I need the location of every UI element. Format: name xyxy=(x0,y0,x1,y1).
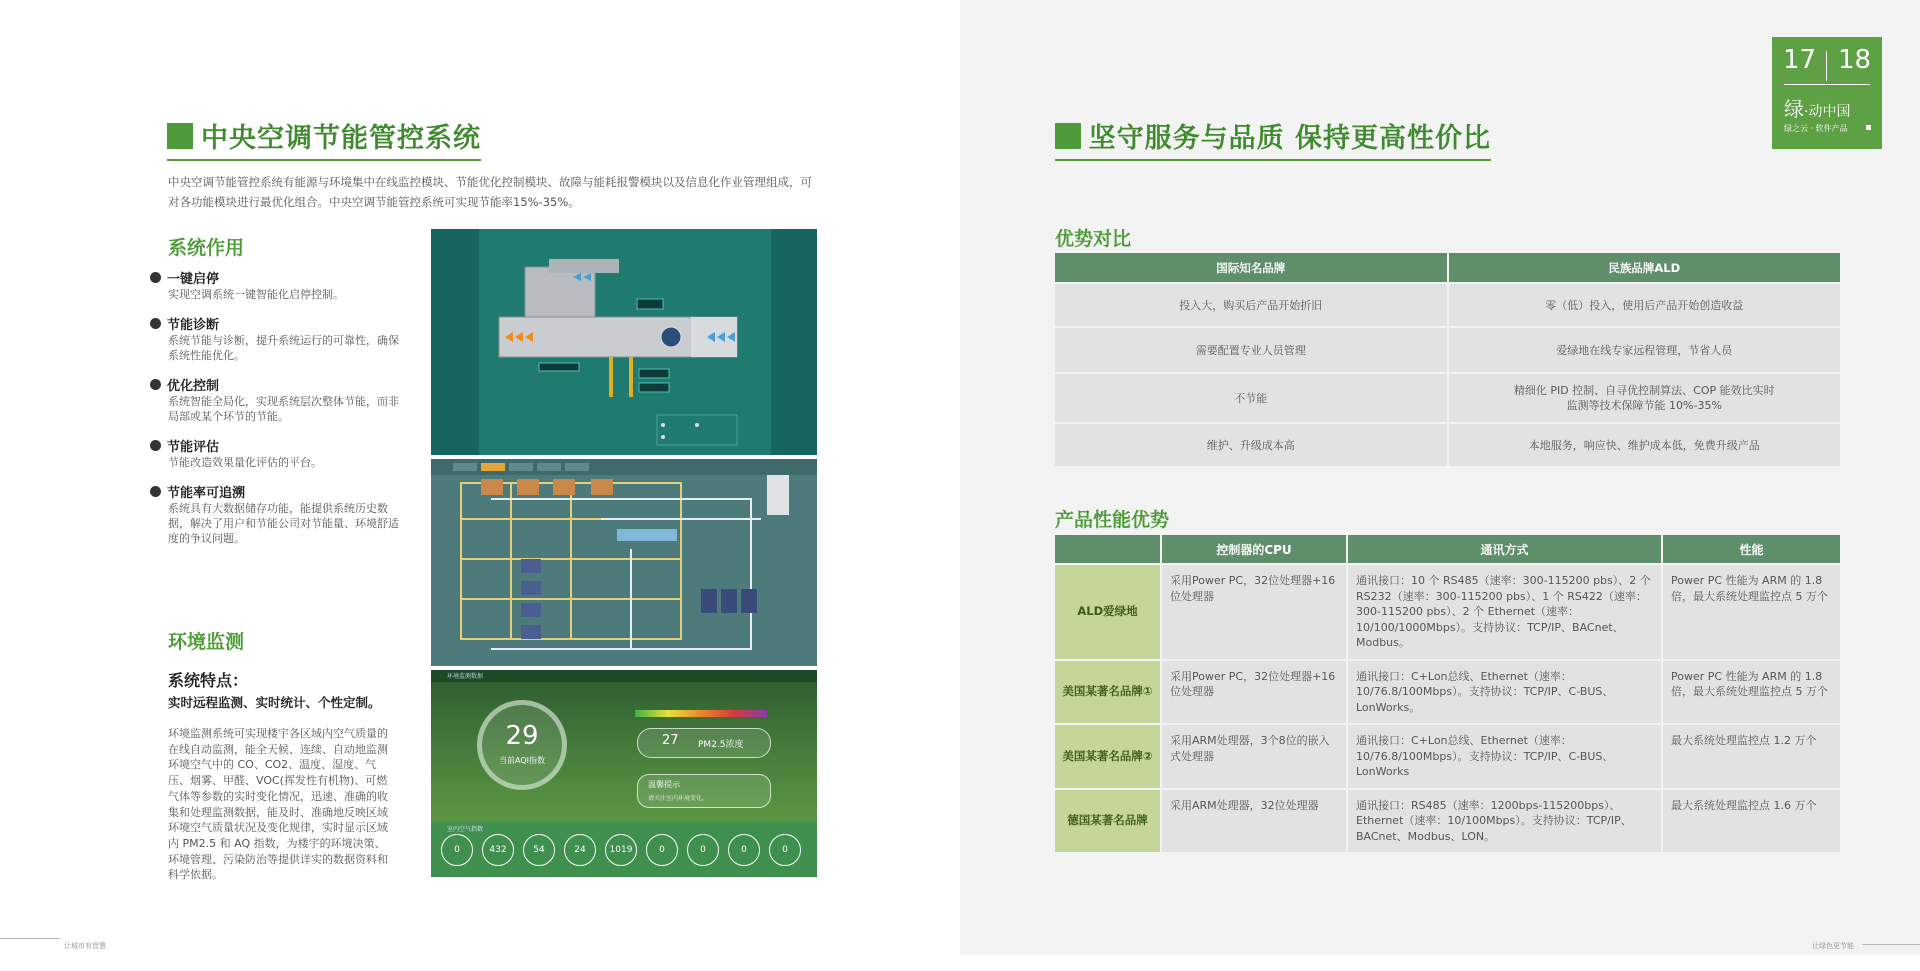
chiller-plant-screenshot xyxy=(431,459,817,666)
function-list xyxy=(150,268,400,558)
list-item xyxy=(150,482,400,546)
brand-text: ·动中国 xyxy=(1804,104,1851,120)
compare-header-cell: 民族品牌ALD xyxy=(1449,253,1841,282)
table-row xyxy=(1055,328,1840,372)
compare-header-cell: 国际知名品牌 xyxy=(1055,253,1447,282)
functions-heading: 系统作用 xyxy=(168,237,245,259)
footer-left-text: 让城市有智慧 xyxy=(64,942,106,950)
readings-label: 室内空气指数 xyxy=(447,826,484,833)
intro-paragraph: 中央空调节能管控系统有能源与环境集中在线监控模块、节能优化控制模块、故障与能耗报警模块以及信息化作业管理组成，可对各功能模块进行最优化组合。中央空调节能管控系统可实现节能率15%-35%。 xyxy=(168,175,812,209)
compare-table xyxy=(1053,251,1842,468)
env-description: 环境监测系统可实现楼宇各区域内空气质量的在线自动监测，能全天候、连续、自动地监测环境空气中的 CO、CO2、温度、湿度、气压、烟雾、甲醛、VOC(挥发性有机物)、可燃气体等参数的实时变化情况，迅速、准确的收集和处理监测数据，能及时、准确地反映区域环境空气质量状况及变化规律，实时显示区域内 PM2.5 和 AQ 指数，为楼宇的环境决策、环境管理、污染防治等提供详实的数据资料和科学依据。 xyxy=(168,727,388,882)
table-row xyxy=(1055,424,1840,466)
reading-circle: 432 xyxy=(482,834,514,866)
bullet-icon xyxy=(150,272,161,283)
pm25-card xyxy=(637,728,771,758)
alert-card xyxy=(637,774,771,808)
page-number-left: 17 xyxy=(1782,44,1817,75)
table-cell: 本地服务，响应快、维护成本低，免费升级产品 xyxy=(1449,424,1841,466)
footer-rule xyxy=(1862,944,1920,945)
feature-subtitle: 实时远程监测、实时统计、个性定制。 xyxy=(168,695,381,710)
reading-circle: 0 xyxy=(769,834,801,866)
environment-screenshot xyxy=(431,670,817,877)
alert-title: 温馨提示 xyxy=(648,780,680,789)
function-desc: 节能改造效果量化评估的平台。 xyxy=(168,456,322,469)
table-cell: 不节能 xyxy=(1055,374,1447,422)
function-title: 优化控制 xyxy=(167,379,220,394)
function-desc: 系统节能与诊断，提升系统运行的可靠性，确保系统性能优化。 xyxy=(168,334,399,362)
alert-text: 请关注室内环境变化。 xyxy=(648,795,709,802)
table-row xyxy=(1055,725,1840,788)
function-title: 节能诊断 xyxy=(167,318,220,333)
list-item xyxy=(150,375,400,424)
function-title: 一键启停 xyxy=(167,272,220,287)
badge-brand xyxy=(1784,93,1850,122)
screen3-header-bar xyxy=(431,670,817,682)
page-number-right: 18 xyxy=(1837,44,1872,75)
bullet-icon xyxy=(150,440,161,451)
reading-circle: 0 xyxy=(728,834,760,866)
brand-cell: 美国某著名品牌① xyxy=(1055,661,1160,724)
bullet-icon xyxy=(150,318,161,329)
table-row xyxy=(1055,565,1840,659)
badge-divider xyxy=(1826,51,1827,81)
hvac-screenshot xyxy=(431,229,817,455)
left-title-text: 中央空调节能管控系统 xyxy=(201,123,481,154)
table-cell: Power PC 性能为 ARM 的 1.8 倍，最大系统处理监控点 5 万个 xyxy=(1663,565,1840,659)
table-row xyxy=(1055,284,1840,326)
table-cell: 最大系统处理监控点 1.2 万个 xyxy=(1663,725,1840,788)
title-square-icon xyxy=(1055,123,1081,149)
reading-circle: 1019 xyxy=(605,834,637,866)
table-cell: 精细化 PID 控制、自寻优控制算法、COP 能效比实时监测等技术保障节能 10%-35% xyxy=(1449,374,1841,422)
badge-rule xyxy=(1784,84,1870,85)
table-cell: 维护、升级成本高 xyxy=(1055,424,1447,466)
table-row xyxy=(1055,661,1840,724)
table-cell: 零（低）投入，使用后产品开始创造收益 xyxy=(1449,284,1841,326)
table-cell: 通讯接口：C+Lon总线、Ethernet（速率：10/76.8/100Mbps）。支持协议：TCP/IP、C-BUS、LonWorks xyxy=(1348,725,1661,788)
title-square-icon xyxy=(167,123,193,149)
aqi-scale-bar xyxy=(635,710,767,717)
pm25-value: 27 xyxy=(662,733,679,748)
brand-glyph: 绿 xyxy=(1784,97,1804,121)
table-cell: 通讯接口：RS485（速率：1200bps-115200bps）、Ethernet（速率：10/100Mbps）。支持协议：TCP/IP、BACnet、Modbus、LON。 xyxy=(1348,790,1661,853)
hvac-panel xyxy=(479,229,771,455)
perf-header-cell xyxy=(1055,535,1160,563)
list-item xyxy=(150,314,400,363)
screen3-header: 环境监测数据 xyxy=(447,673,484,680)
footer-right-text: 让绿色更节能 xyxy=(1812,942,1854,950)
reading-circle: 0 xyxy=(687,834,719,866)
left-section-title xyxy=(167,116,481,161)
table-cell: 通讯接口：10 个 RS485（速率：300-115200 pbs）、2 个 RS232（速率：300-115200 pbs）、1 个 RS422（速率：300-115200 pbs）、2 个 Ethernet（速率：10/100/1000Mbps）。支持协议：TCP/IP、BACnet、Modbus。 xyxy=(1348,565,1661,659)
performance-table xyxy=(1053,533,1842,854)
right-section-title xyxy=(1055,116,1491,161)
function-title: 节能评估 xyxy=(167,440,220,455)
aqi-ring xyxy=(477,700,567,790)
perf-header-cell: 控制器的CPU xyxy=(1162,535,1346,563)
aqi-value: 29 xyxy=(505,721,539,751)
compare-heading: 优势对比 xyxy=(1055,228,1132,250)
brand-cell: ALD爱绿地 xyxy=(1055,565,1160,659)
table-cell: 最大系统处理监控点 1.6 万个 xyxy=(1663,790,1840,853)
badge-square-icon xyxy=(1866,125,1871,130)
right-title-text: 坚守服务与品质 保持更高性价比 xyxy=(1088,123,1491,154)
function-desc: 实现空调系统一键智能化启停控制。 xyxy=(168,288,344,301)
table-cell: 采用ARM处理器，3个8位的嵌入式处理器 xyxy=(1162,725,1346,788)
perf-header-cell: 性能 xyxy=(1663,535,1840,563)
feature-title: 系统特点： xyxy=(168,671,249,690)
table-cell: 采用Power PC，32位处理器+16位处理器 xyxy=(1162,661,1346,724)
table-cell: 采用ARM处理器，32位处理器 xyxy=(1162,790,1346,853)
bullet-icon xyxy=(150,486,161,497)
table-row xyxy=(1055,790,1840,853)
perf-heading: 产品性能优势 xyxy=(1055,509,1170,531)
list-item xyxy=(150,436,400,470)
perf-header-cell: 通讯方式 xyxy=(1348,535,1661,563)
table-cell: 投入大，购买后产品开始折旧 xyxy=(1055,284,1447,326)
reading-circle: 24 xyxy=(564,834,596,866)
function-desc: 系统具有大数据储存功能，能提供系统历史数据，解决了用户和节能公司对节能量、环境舒适度的争议问题。 xyxy=(168,502,399,545)
reading-circle: 54 xyxy=(523,834,555,866)
function-title: 节能率可追溯 xyxy=(167,486,246,501)
brand-cell: 美国某著名品牌② xyxy=(1055,725,1160,788)
pm25-label: PM2.5浓度 xyxy=(698,740,744,750)
table-row xyxy=(1055,374,1840,422)
air-handler-diagram xyxy=(479,229,771,455)
env-heading: 环境监测 xyxy=(168,631,245,653)
aqi-label: 当前AQI指数 xyxy=(499,756,545,765)
table-cell: 爱绿地在线专家远程管理，节省人员 xyxy=(1449,328,1841,372)
table-cell: 采用Power PC，32位处理器+16位处理器 xyxy=(1162,565,1346,659)
page-number-badge xyxy=(1772,37,1882,149)
list-item xyxy=(150,268,400,302)
table-cell: 需要配置专业人员管理 xyxy=(1055,328,1447,372)
chiller-diagram xyxy=(431,459,817,666)
readings-row xyxy=(441,834,801,866)
reading-circle: 0 xyxy=(441,834,473,866)
table-cell: 通讯接口：C+Lon总线、Ethernet（速率：10/76.8/100Mbps）。支持协议：TCP/IP、C-BUS、LonWorks。 xyxy=(1348,661,1661,724)
bullet-icon xyxy=(150,379,161,390)
brand-cell: 德国某著名品牌 xyxy=(1055,790,1160,853)
readings-bar xyxy=(431,822,817,877)
badge-tag: 绿之云 · 软件产品 xyxy=(1784,124,1848,133)
function-desc: 系统智能全局化，实现系统层次整体节能，而非局部或某个环节的节能。 xyxy=(168,395,399,423)
table-cell: Power PC 性能为 ARM 的 1.8 倍，最大系统处理监控点 5 万个 xyxy=(1663,661,1840,724)
reading-circle: 0 xyxy=(646,834,678,866)
footer-rule xyxy=(0,938,60,939)
